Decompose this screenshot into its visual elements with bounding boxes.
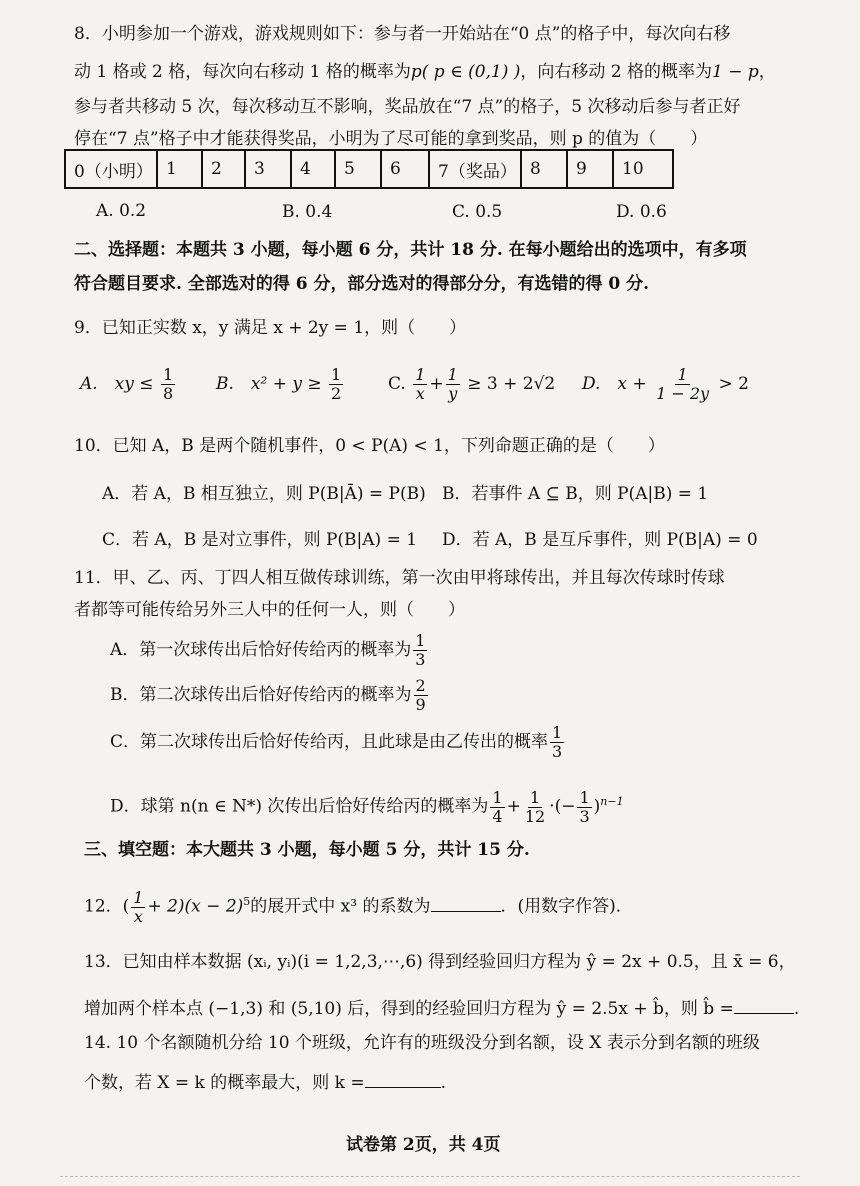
- section-3-heading: 三、填空题：本大题共 3 小题，每小题 5 分，共计 15 分.: [84, 840, 530, 860]
- q8-option-d: D. 0.6: [616, 202, 667, 222]
- q11-a-num: 1: [415, 631, 426, 650]
- q9-option-a: [80, 364, 177, 404]
- q11-c-num: 1: [552, 723, 563, 742]
- grid-cell-7: 7（奖品）: [429, 150, 521, 188]
- section-2-heading-line-1: 二、选择题：本题共 3 小题，每小题 6 分，共计 18 分. 在每小题给出的选项中，有多项: [74, 240, 747, 260]
- bottom-dashed-rule: [60, 1176, 800, 1177]
- q11-b-num: 2: [415, 676, 426, 695]
- q13-line-2: 增加两个样本点 (−1,3) 和 (5,10) 后，得到的经验回归方程为 ŷ = 2.5x + b̂，则 b̂ = .: [84, 995, 799, 1021]
- q12-answer-blank[interactable]: [431, 893, 501, 912]
- q11-d-dot: ·(−: [549, 796, 576, 817]
- q12-pre: 12．(: [84, 896, 130, 917]
- q9-b-pre: B. x² + y ≥: [216, 374, 322, 394]
- q11-d3-num: 1: [579, 787, 590, 807]
- q12-num: 1: [133, 887, 144, 907]
- q9-c-fraction-1: [413, 366, 427, 403]
- page-footer: 试卷第 2页，共 4页: [346, 1135, 501, 1155]
- grid-cell-4: 4: [291, 150, 335, 188]
- q11-line-1: 11．甲、乙、丙、丁四人相互做传球训练，第一次由甲将球传出，并且每次传球时传球: [74, 568, 725, 588]
- q8-line-2-e: ，: [758, 62, 776, 82]
- q9-c-pre: C.: [388, 374, 406, 394]
- q9-option-d: [582, 364, 749, 404]
- grid-cell-6: 6: [381, 150, 429, 188]
- q9-c1-den: x: [415, 384, 425, 403]
- q9-d-post: > 2: [718, 374, 749, 394]
- q11-d-fraction-3: [577, 789, 591, 826]
- section-2-heading-line-2: 符合题目要求. 全部选对的得 6 分，部分选对的得部分分，有选错的得 0 分.: [74, 274, 650, 294]
- q11-line-2: 者都等可能传给另外三人中的任何一人，则（ ）: [74, 600, 465, 620]
- q12-post: 的展开式中 x³ 的系数为: [250, 896, 431, 917]
- q11-a-fraction: [413, 632, 427, 669]
- q10-option-c: C．若 A，B 是对立事件，则 P(B|A) = 1: [102, 530, 418, 550]
- q11-b-den: 9: [415, 695, 426, 714]
- grid-cell-2: 2: [202, 150, 245, 188]
- q8-line-3: 参与者共移动 5 次，每次移动互不影响，奖品放在“7 点”的格子，5 次移动后参与者正好: [74, 97, 741, 117]
- q11-d-exponent: n−1: [600, 795, 624, 808]
- q9-a-fraction: [161, 366, 175, 403]
- grid-cell-5: 5: [335, 150, 381, 188]
- q9-c2-den: y: [448, 384, 458, 403]
- grid-cell-0: 0（小明）: [65, 150, 157, 188]
- q11-d3-den: 3: [579, 806, 590, 826]
- q13-line-1: 13．已知由样本数据 (xᵢ, yᵢ)(i = 1,2,3,⋯,6) 得到经验回归方程为 ŷ = 2x + 0.5，且 x̄ = 6，: [84, 952, 796, 972]
- q8-line-1: 8．小明参加一个游戏，游戏规则如下：参与者一开始站在“0 点”的格子中，每次向右移: [74, 24, 731, 44]
- q9-option-c: [388, 364, 555, 404]
- q8-line-2-a: 动 1 格或 2 格，每次向右移动 1 格的概率为: [74, 62, 411, 82]
- q10-option-d: D．若 A，B 是互斥事件，则 P(B|A) = 0: [442, 530, 758, 550]
- q11-option-a: [110, 630, 429, 670]
- q8-one-minus-p: 1 − p: [712, 62, 759, 82]
- q13-answer-blank[interactable]: [734, 995, 794, 1014]
- q12-fraction: [131, 889, 145, 926]
- grid-cell-10: 10: [613, 150, 673, 188]
- q9-c-post: ≥ 3 + 2√2: [467, 374, 556, 394]
- q10-option-b: B．若事件 A ⊆ B，则 P(A|B) = 1: [442, 484, 709, 504]
- q11-c-fraction: [550, 724, 564, 761]
- q9-c-mid: +: [429, 374, 444, 394]
- q8-option-b: B. 0.4: [282, 202, 333, 222]
- q11-option-d: [110, 780, 624, 829]
- q14-answer-blank[interactable]: [365, 1069, 441, 1088]
- grid-cell-3: 3: [245, 150, 291, 188]
- q10-option-a: A．若 A，B 相互独立，则 P(B|Ā) = P(B): [102, 484, 426, 504]
- q8-line-2-c: ，向右移动 2 格的概率为: [520, 62, 713, 82]
- q11-a-pre: A．第一次球传出后恰好传给丙的概率为: [110, 640, 412, 660]
- q11-c-den: 3: [552, 742, 563, 761]
- q9-c2-num: 1: [447, 365, 458, 384]
- q9-c-fraction-2: [446, 366, 460, 403]
- q9-c1-num: 1: [415, 365, 426, 384]
- q12-tail: ．(用数字作答)．: [500, 896, 633, 917]
- q11-d-close: ): [593, 796, 601, 817]
- q9-a-den: 8: [162, 384, 174, 403]
- q9-a-num: 1: [162, 365, 174, 384]
- q11-d-fraction-1: [490, 789, 504, 826]
- q11-d-plus: +: [506, 796, 521, 817]
- q8-grid-table: [64, 149, 674, 189]
- q10-stem: 10．已知 A，B 是两个随机事件，0 < P(A) < 1，下列命题正确的是（ ）: [74, 436, 665, 456]
- q9-stem: 9．已知正实数 x，y 满足 x + 2y = 1，则（ ）: [74, 318, 467, 338]
- q13-line-2-text: 增加两个样本点 (−1,3) 和 (5,10) 后，得到的经验回归方程为 ŷ = 2.5x + b̂，则 b̂ =: [84, 999, 734, 1019]
- q8-p-range: p( p ∈ (0,1) ): [410, 62, 521, 82]
- q11-d-pre: D．球第 n(n ∈ N*) 次传出后恰好传给丙的概率为: [110, 796, 489, 817]
- q12-mid: + 2)(x − 2): [147, 896, 244, 917]
- q11-d2-num: 1: [529, 787, 541, 807]
- q9-b-den: 2: [331, 384, 342, 403]
- q9-d-num: 1: [677, 365, 688, 384]
- q8-option-a: A. 0.2: [96, 201, 147, 221]
- q11-c-pre: C．第二次球传出后恰好传给丙，且此球是由乙传出的概率: [110, 732, 549, 752]
- q11-b-fraction: [414, 677, 428, 714]
- grid-cell-8: 8: [521, 150, 567, 188]
- q9-d-den: 1 − 2y: [656, 384, 710, 403]
- q9-a-pre: A. xy ≤: [80, 374, 154, 394]
- q14-line-2: 个数，若 X = k 的概率最大，则 k = .: [84, 1069, 446, 1095]
- grid-cell-1: 1: [157, 150, 202, 188]
- q11-option-b: [110, 675, 430, 715]
- q8-line-4: 停在“7 点”格子中才能获得奖品，小明为了尽可能的拿到奖品，则 p 的值为（ ）: [74, 129, 708, 149]
- q14-line-2-text: 个数，若 X = k 的概率最大，则 k =: [84, 1073, 365, 1093]
- q9-d-fraction: [654, 366, 711, 403]
- q14-line-1: 14. 10 个名额随机分给 10 个班级，允许有的班级没分到名额，设 X 表示分到名额的班级: [84, 1033, 760, 1053]
- q11-b-pre: B．第二次球传出后恰好传给丙的概率为: [110, 685, 412, 705]
- q12-exponent: 5: [243, 895, 251, 908]
- q11-d1-num: 1: [492, 787, 503, 807]
- q8-option-c: C. 0.5: [452, 202, 503, 222]
- q11-option-c: [110, 722, 566, 762]
- q12-den: x: [133, 906, 143, 926]
- q9-d-pre: D. x +: [582, 374, 647, 394]
- q11-d1-den: 4: [492, 806, 503, 826]
- q11-d-fraction-2: [523, 789, 547, 826]
- q8-line-2: [74, 60, 776, 84]
- q12-line: [84, 880, 633, 929]
- q11-d2-den: 12: [524, 806, 546, 826]
- q9-b-num: 1: [331, 365, 342, 384]
- q11-a-den: 3: [415, 650, 426, 669]
- grid-cell-9: 9: [567, 150, 613, 188]
- q9-option-b: [216, 364, 345, 404]
- q9-b-fraction: [329, 366, 343, 403]
